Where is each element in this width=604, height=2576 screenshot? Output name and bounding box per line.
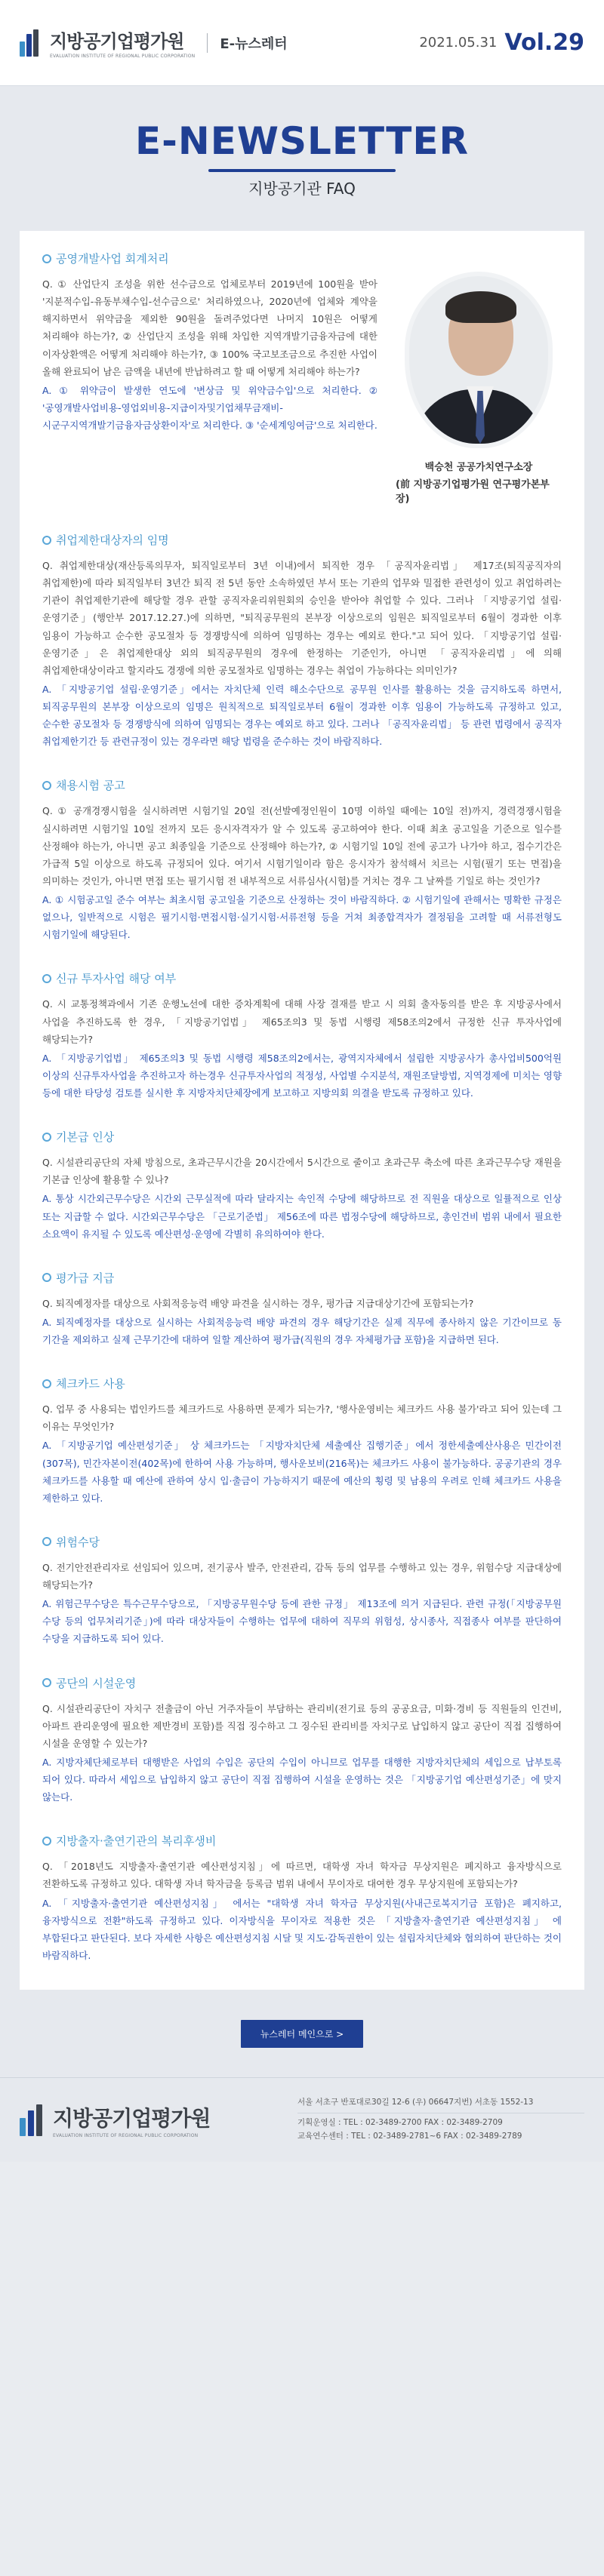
faq-section — [42, 970, 562, 1102]
circle-bullet-icon — [42, 254, 51, 263]
newsletter-main-button[interactable]: 뉴스레터 메인으로 > — [241, 2020, 363, 2048]
footer-contact-planning: 기획운영실 : TEL : 02-3489-2700 FAX : 02-3489-2709 — [297, 2113, 584, 2130]
footer-contact — [297, 2096, 584, 2144]
faq-answer: A. 「지방공기업 설립·운영기준」에서는 자치단체 인력 해소수단으로 공무원 인사를 활용하는 것을 금지하도록 하면서, 퇴직공무원의 본부장 이상으로의 임명은 원칙적으로 퇴직일로부터 6월이 경과한 이후 임용이 가능하도록 규정하고 있고, 순수한 공모절차 등 경쟁방식에 의하여 임명되는 경우는 예외로 하고 있다. 그러나 「공직자윤리법」 등 관련 법령에서 공직자 취업제한기간 등 관련규정이 있는 경우라면 해당 법령을 준수하는 것이 바람직하다. — [42, 683, 562, 748]
faq-answer: A. ① 시험공고일 준수 여부는 최초시험 공고일을 기준으로 산정하는 것이 바람직하다. ② 시험기일에 관해서는 명확한 규정은 없으나, 일반적으로 시험은 필기시험·면접시험·실기시험·서류전형 등을 거쳐 최종합격자가 결정됨을 고려할 때 서류전형도 시험기일에 해당된다. — [42, 894, 562, 941]
faq-answer: A. 「지방출자·출연기관 예산편성지침」 에서는 "대학생 자녀 학자금 무상지원(사내근로복지기금 포함)은 폐지하고, 융자방식으로 전환"하도록 규정하고 있다. 이자방식을 무이자로 적용한 것은 「지방출자·출연기관 예산편성지침」 에 부합된다고 판단된다. 보다 자세한 사항은 예산편성지침 시달 및 지도·감독권한이 있는 설립자치단체와 협의하여 판단하는 것이 바람직하다. — [42, 1897, 562, 1961]
button-area — [0, 1990, 604, 2077]
circle-bullet-icon — [42, 1537, 51, 1546]
hero — [0, 86, 604, 231]
faq-section — [42, 1129, 562, 1243]
faq-question: Q. 시설관리공단이 자치구 전출금이 아닌 거주자들이 부담하는 관리비(전기료 등의 공공요금, 미화·경비 등 직원들의 인건비, 아파트 관리운영에 필요한 제반경비 포함)를 직접 징수하고 그 징수된 관리비를 자치구로 납입하지 않고 공단이 직접 집행하여 시설을 운영할 수 있는가? — [42, 1702, 562, 1749]
circle-bullet-icon — [42, 1133, 51, 1142]
circle-bullet-icon — [42, 1273, 51, 1282]
footer — [0, 2077, 604, 2162]
circle-bullet-icon — [42, 536, 51, 545]
faq-section-title: 공단의 시설운영 — [56, 1676, 137, 1690]
faq-section-title: 평가급 지급 — [56, 1271, 115, 1285]
faq-section — [42, 532, 562, 750]
circle-bullet-icon — [42, 974, 51, 983]
hero-subtitle: 지방공기관 FAQ — [248, 179, 356, 198]
faq-section — [42, 1534, 562, 1648]
faq-question: Q. ① 공개경쟁시험을 실시하려면 시험기일 20일 전(선발예정인원이 10명 이하일 때에는 10일 전)까지, 경력경쟁시험을 실시하려면 시험기일 10일 전까지 모든 응시자격자가 알 수 있도록 공고하여야 한다. 이때 최초 공고일을 기준으로 일수를 산정해야 하는가, 아니면 공고 최종일을 기준으로 산정해야 하는가?, ② 시험기일 10일 전에 공고가 나가야 하고, 접수기간은 가급적 5일 이상으로 하도록 규정되어 있다. 여기서 시험기일이라 함은 응시자가 참석해서 치르는 시험(필기 또는 면접)을 의미하는 것인가, 아니면 면접 또는 필기시험 전 내부적으로 서류심사(시험)를 거치는 경우 그 날짜를 기일로 하는 것인가? — [42, 805, 562, 887]
author-photo — [405, 272, 553, 448]
faq-section-title: 채용시험 공고 — [56, 779, 125, 793]
faq-section-title: 지방출자·출연기관의 복리후생비 — [56, 1834, 217, 1849]
logo-mark-icon — [20, 29, 42, 57]
faq-section — [42, 1675, 562, 1806]
faq-answer: A. 지방자체단체로부터 대행받은 사업의 수입은 공단의 수입이 아니므로 업무를 대행한 지방자치단체의 세입으로 납부토록 되어 있다. 따라서 세입으로 납입하지 않고 공단이 직접 집행하여 시설을 운영하는 것은 「지방공기업 예산편성기준」에 맞지 않는다. — [42, 1756, 562, 1803]
author-name: 백승천 공공가치연구소장 — [424, 462, 533, 473]
issue-date: 2021.05.31 — [419, 35, 498, 51]
circle-bullet-icon — [42, 1837, 51, 1846]
hero-title: E-NEWSLETTER — [134, 118, 470, 163]
faq-answer: A. 퇴직예정자를 대상으로 실시하는 사회적응능력 배양 파견의 경우 해당기간은 실제 직무에 종사하지 않은 기간이므로 동 기간을 제외하고 실제 근무기간에 대하여 일할 계산하여 평가급(직원의 경우 자체평가급 포함)을 지급하면 된다. — [42, 1316, 562, 1345]
faq-question: Q. 시 교통정책과에서 기존 운행노선에 대한 증차계획에 대해 사장 결재를 받고 시 의회 출자동의를 받은 후 지방공사에서 사업을 추진하도록 한 경우, 「지방공기업법」 제65조의3 및 동법 시행령 제58조의2에서 규정한 신규 투자사업에 해당되는가? — [42, 998, 562, 1045]
faq-question: Q. 전기안전관리자로 선임되어 있으며, 전기공사 발주, 안전관리, 감독 등의 업무를 수행하고 있는 경우, 위험수당 지급대상에 해당되는가? — [42, 1561, 562, 1591]
author-role: (前 지방공기업평가원 연구평가본부장) — [396, 479, 550, 505]
faq-section-title: 위험수당 — [56, 1535, 100, 1549]
faq-question: Q. ① 산업단지 조성을 위한 선수금으로 업체로부터 2019년에 100원을 받아 '지분적수입-유동부채수입-선수금으로' 처리하였으나, 2020년에 업체와 계약을 해지하면서 위약금을 제외한 90원을 돌려주었다면 나머지 10원은 어떻게 처리해야 하는가?, ② 산업단지 조성을 위해 차입한 지역개발기금융자금에 대한 이자상환액은 어떻게 처리해야 하는가?, ③ 100% 국고보조금으로 추진한 사업이 올해 완료되어 남은 금액을 내년에 반납하려고 할 때 어떻게 처리해야 하는가? — [42, 278, 378, 377]
faq-question: Q. 시설관리공단의 자체 방침으로, 초과근무시간을 20시간에서 5시간으로 줄이고 초과근무 축소에 따른 초과근무수당 재원을 기본급 인상에 활용할 수 있나? — [42, 1157, 562, 1186]
author-profile — [396, 251, 562, 505]
faq-answer: A. 「지방공기업법」 제65조의3 및 동법 시행령 제58조의2에서는, 광역지자체에서 설립한 지방공사가 총사업비500억원 이상의 신규투자사업을 추진하고자 하는경우 신규투자사업의 적정성, 사업별 수지분석, 재원조달방법, 지역경제에 미치는 영향 등에 대한 타당성 검토를 실시한 후 지방자치단체장에게 보고하고 지방의회 의결을 받도록 규정하고 있다. — [42, 1052, 562, 1099]
faq-answer: A. ① 위약금이 발생한 연도에 '변상금 및 위약금수입'으로 처리한다. ② '공영개발사업비용-영업외비용-지급이자및기업채무금재비-시군구지역개발기금융자금상환이자'로 처리한다. ③ '순세계잉여금'으로 처리한다. — [42, 384, 378, 431]
faq-section — [42, 251, 562, 505]
faq-section — [42, 1270, 562, 1348]
faq-answer: A. 통상 시간외근무수당은 시간외 근무실적에 따라 달라지는 속인적 수당에 해당하므로 전 직원을 대상으로 일률적으로 인상 또는 지급할 수 없다. 시간외근무수당은 「근로기준법」 제56조에 따른 법정수당에 해당하므로, 총인건비 범위 내에서 필요한 소요액이 유지될 수 있도록 예산편성·운영에 각별히 유의하여야 한다. — [42, 1193, 562, 1240]
faq-card — [20, 231, 584, 1990]
faq-question: Q. 퇴직예정자를 대상으로 사회적응능력 배양 파견을 실시하는 경우, 평가급 지급대상기간에 포함되는가? — [42, 1297, 474, 1309]
issue-volume: Vol.29 — [504, 29, 584, 56]
circle-bullet-icon — [42, 781, 51, 790]
footer-address: 서울 서초구 반포대로30길 12-6 (우) 06647지번) 서초동 1552-13 — [297, 2098, 534, 2107]
circle-bullet-icon — [42, 1379, 51, 1388]
faq-question: Q. 취업제한대상(재산등록의무자, 퇴직일로부터 3년 이내)에서 퇴직한 경우 「공직자윤리법」 제17조(퇴직공직자의 취업제한)에 따라 퇴직일부터 3년간 퇴직 전 5년 동안 소속하였던 부서 또는 기관의 업무와 밀접한 관련성이 있고 취업하려는 기관이 취업제한기관에 해당할 경우 관할 공직자윤리위원회의 승인을 받아야 취업할 수 있다. 그러나 「지방공기업 설립·운영기준」(행안부 2017.12.27.)에 의하면, "퇴직공무원의 본부장 이상으로의 임원은 퇴직일로부터 6월이 경과한 이후 임용이 가능하고 순수한 공모절차 등 경쟁방식에 의하여 임명하는 경우는 예외로 한다."고 되어 있다. 「지방공기업 설립·운영기준」은 취업제한대상 외의 퇴직공무원의 경우에 한정하는 기준인가, 아니면 「공직자윤리법」에 의해 취업제한대상이라고 할지라도 경쟁에 의한 공모절차로 임명하는 경우는 취업이 가능하다는 의미인가? — [42, 560, 562, 676]
faq-section-title: 기본급 인상 — [56, 1130, 115, 1145]
faq-section — [42, 1376, 562, 1507]
faq-section — [42, 777, 562, 943]
footer-contact-education: 교육연수센터 : TEL : 02-3489-2781~6 FAX : 02-3489-2789 — [297, 2131, 522, 2141]
logo-mark-icon — [20, 2104, 45, 2136]
header-logo[interactable] — [20, 26, 195, 59]
hero-underline — [208, 169, 396, 172]
faq-answer: A. 위험근무수당은 특수근무수당으로, 「지방공무원수당 등에 관한 규정」 제13조에 의거 지급된다. 관련 규정(「지방공무원 수당 등의 업무처리기준」)에 따라 대상자들이 수행하는 업무에 대하여 직무의 위험성, 상시종사, 직접종사 여부를 판단하여 수당을 지급하도록 되어 있다. — [42, 1598, 562, 1645]
faq-section-title: 공영개발사업 회계처리 — [56, 252, 169, 266]
faq-section-title: 체크카드 사용 — [56, 1377, 125, 1391]
header-bar — [0, 0, 604, 86]
logo-org-name: 지방공기업평가원 — [50, 31, 184, 52]
footer-logo[interactable] — [20, 2102, 210, 2138]
faq-section-title: 신규 투자사업 해당 여부 — [56, 972, 177, 986]
footer-org-name-en: EVALUATION INSTITUTE OF REGIONAL PUBLIC CORPORATION — [53, 2132, 199, 2138]
header-divider — [207, 33, 208, 53]
faq-answer: A. 「지방공기업 예산편성기준」 상 체크카드는 「지방자치단체 세출예산 집행기준」에서 정한세출예산사용은 민간이전(307목), 민간자본이전(402목)에 한하여 사용 가능하며, 행사운보비(216목)는 체크카드 사용이 불가능하다. 공공기관의 경우 체크카드를 사용할 때 예산에 관하여 상시 입·출금이 가능하지기 때문에 예산의 횡령 및 남용의 우려로 인해 체크카드 사용을 제한하고 있다. — [42, 1440, 562, 1504]
faq-section-title: 취업제한대상자의 임명 — [56, 533, 169, 547]
circle-bullet-icon — [42, 1678, 51, 1687]
footer-org-name: 지방공기업평가원 — [53, 2105, 211, 2131]
faq-section — [42, 1833, 562, 1964]
faq-question: Q. 업무 중 사용되는 법인카드를 체크카드로 사용하면 문제가 되는가?, '행사운영비는 체크카드 사용 불가'라고 되어 있는데 그 이유는 무엇인가? — [42, 1403, 562, 1433]
logo-org-name-en: EVALUATION INSTITUTE OF REGIONAL PUBLIC CORPORATION — [50, 54, 196, 59]
faq-question: Q. 「2018년도 지방출자·출연기관 예산편성지침」에 따르면, 대학생 자녀 학자금 무상지원은 폐지하고 융자방식으로 전환하도록 규정하고 있다. 대학생 자녀 학자금을 등록금 범위 내에서 무이자로 대여한 경우 무상지원에 포함되는가? — [42, 1861, 562, 1890]
series-name: E-뉴스레터 — [220, 35, 288, 52]
